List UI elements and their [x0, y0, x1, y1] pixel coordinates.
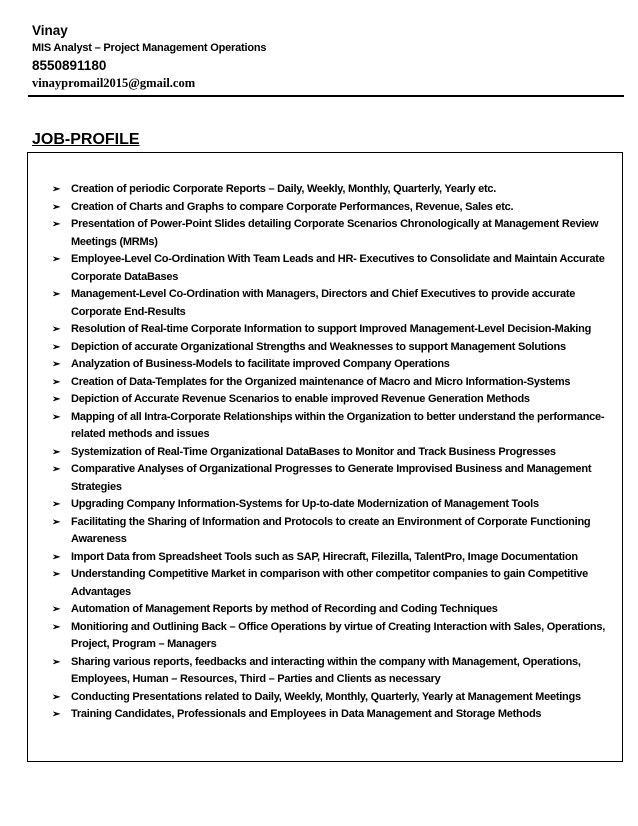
list-item-text: Import Data from Spreadsheet Tools such as SAP, Hirecraft, Filezilla, TalentPro, Image Documentation	[71, 550, 578, 563]
list-item-text: Analyzation of Business-Models to facilitate improved Company Operations	[71, 358, 450, 370]
list-item-text: Presentation of Power-Point Slides detailing Corporate Scenarios Chronologically at Management Review Meetings (MRMs)	[71, 218, 599, 248]
list-item-text: Resolution of Real-time Corporate Information to support Improved Management-Level Decision-Making	[71, 323, 592, 335]
list-item-text: Employee-Level Co-Ordination With Team Leads and HR- Executives to Consolidate and Maintain Accurate Corporate DataBases	[71, 253, 605, 283]
list-item-text: Creation of Data-Templates for the Organized maintenance of Macro and Micro Information-Systems	[71, 375, 571, 388]
list-item	[52, 601, 620, 619]
arrow-bullet-icon: ➢	[52, 516, 61, 528]
list-item	[52, 496, 620, 514]
arrow-bullet-icon: ➢	[52, 376, 61, 388]
list-item	[52, 374, 620, 392]
list-item	[52, 689, 620, 707]
arrow-bullet-icon: ➢	[52, 551, 61, 563]
arrow-bullet-icon: ➢	[52, 184, 61, 195]
arrow-bullet-icon: ➢	[52, 341, 61, 353]
list-item	[52, 706, 620, 724]
list-item	[52, 619, 620, 654]
list-item-text: Sharing various reports, feedbacks and interacting within the company with Management, Operations, Employees, Human – Resources, Third – Parties and Clients as necessary	[71, 655, 581, 685]
arrow-bullet-icon: ➢	[52, 446, 61, 458]
list-item	[52, 654, 620, 689]
list-item-text: Creation of Charts and Graphs to compare Corporate Performances, Revenue, Sales etc.	[71, 200, 514, 213]
list-item	[52, 514, 620, 549]
resume-header	[32, 22, 624, 92]
list-item-text: Mapping of all Intra-Corporate Relationships within the Organization to better understand the performance-related methods and issues	[71, 410, 605, 440]
list-item-text: Comparative Analyses of Organizational Progresses to Generate Improvised Business and Management Strategies	[71, 463, 592, 493]
arrow-bullet-icon: ➢	[52, 254, 61, 265]
arrow-bullet-icon: ➢	[52, 394, 61, 405]
candidate-phone: 8550891180	[32, 58, 107, 73]
arrow-bullet-icon: ➢	[52, 359, 61, 370]
list-item-text: Systemization of Real-Time Organizational DataBases to Monitor and Track Business Progresses	[71, 445, 556, 458]
arrow-bullet-icon: ➢	[52, 604, 61, 615]
arrow-bullet-icon: ➢	[52, 219, 61, 230]
list-item-text: Depiction of Accurate Revenue Scenarios to enable improved Revenue Generation Methods	[71, 393, 530, 405]
arrow-bullet-icon: ➢	[52, 569, 61, 580]
list-item	[52, 216, 620, 251]
list-item-text: Upgrading Company Information-Systems for Up-to-date Modernization of Management Tools	[71, 498, 539, 510]
list-item	[52, 444, 620, 462]
list-item	[52, 461, 620, 496]
list-item-text: Creation of periodic Corporate Reports – Daily, Weekly, Monthly, Quarterly, Yearly etc.	[71, 183, 497, 195]
list-item-text: Understanding Competitive Market in comparison with other competitor companies to gain Competitive Advantages	[71, 568, 589, 598]
arrow-bullet-icon: ➢	[52, 411, 61, 423]
arrow-bullet-icon: ➢	[52, 201, 61, 213]
candidate-role: MIS Analyst – Project Management Operations	[32, 42, 267, 54]
list-item	[52, 251, 620, 286]
arrow-bullet-icon: ➢	[52, 499, 61, 510]
list-item	[52, 339, 620, 357]
list-item	[52, 566, 620, 601]
arrow-bullet-icon: ➢	[52, 691, 61, 703]
list-item	[52, 286, 620, 321]
job-profile-box	[27, 152, 623, 762]
list-item	[52, 549, 620, 567]
list-item-text: Management-Level Co-Ordination with Managers, Directors and Chief Executives to provide accurate Corporate End-Results	[71, 288, 576, 318]
list-item-text: Facilitating the Sharing of Information and Protocols to create an Environment of Corporate Functioning Awareness	[71, 515, 591, 545]
list-item	[52, 409, 620, 444]
arrow-bullet-icon: ➢	[52, 656, 61, 668]
list-item-text: Conducting Presentations related to Daily, Weekly, Monthly, Quarterly, Yearly at Management Meetings	[71, 690, 581, 703]
arrow-bullet-icon: ➢	[52, 289, 61, 300]
arrow-bullet-icon: ➢	[52, 709, 61, 720]
section-title: JOB-PROFILE	[32, 131, 140, 148]
list-item	[52, 181, 620, 199]
arrow-bullet-icon: ➢	[52, 464, 61, 475]
arrow-bullet-icon: ➢	[52, 621, 61, 633]
list-item-text: Monitioring and Outlining Back – Office Operations by virtue of Creating Interaction with Sales, Operations, Project, Program – Managers	[71, 620, 606, 650]
list-item-text: Depiction of accurate Organizational Strengths and Weaknesses to support Management Solutions	[71, 340, 566, 353]
list-item	[52, 199, 620, 217]
candidate-email: vinaypromail2015@gmail.com	[32, 76, 196, 90]
list-item	[52, 356, 620, 374]
job-profile-list	[52, 181, 620, 724]
list-item-text: Automation of Management Reports by method of Recording and Coding Techniques	[71, 603, 498, 615]
arrow-bullet-icon: ➢	[52, 324, 61, 335]
candidate-name: Vinay	[32, 23, 68, 38]
header-divider	[28, 95, 624, 97]
list-item-text: Training Candidates, Professionals and Employees in Data Management and Storage Methods	[71, 708, 542, 720]
list-item	[52, 391, 620, 409]
list-item	[52, 321, 620, 339]
